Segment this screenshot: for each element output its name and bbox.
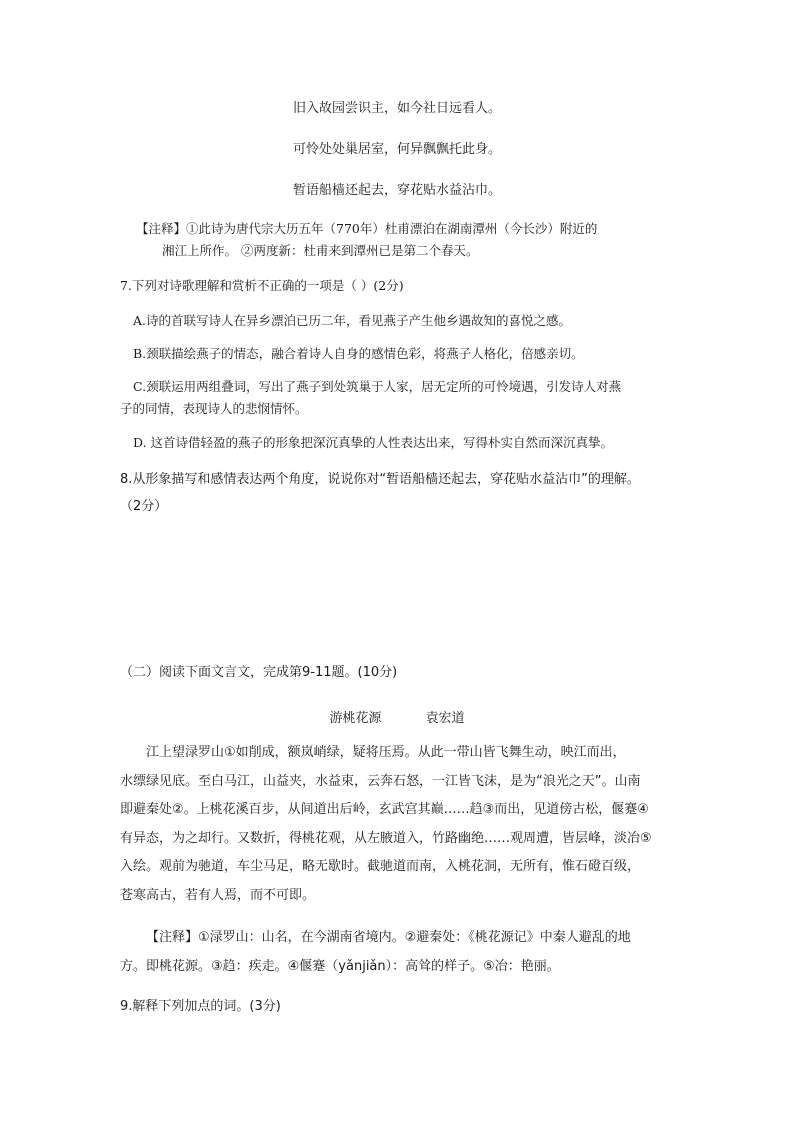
question-7-option-b: B.颈联描绘燕子的情态，融合着诗人自身的感情色彩，将燕子人格化，倍感亲切。 (133, 346, 584, 361)
passage-line-5: 入绘。观前为驰道，车尘马足，略无歇时。截驰道而南，入桃花洞，无所有，惟石磴百级， (120, 859, 641, 874)
question-9-stem: 9.解释下列加点的词。(3分) (120, 999, 281, 1014)
poem-line-1: 旧入故园尝识主，如今社日远看人。 (292, 101, 501, 116)
passage-line-4: 有异态，为之却行。又数折，得桃花观，从左腋道入，竹路幽绝……观周遭，皆层峰，淡冶⑤ (120, 831, 652, 846)
question-7-stem: 7.下列对诗歌理解和赏析不正确的一项是（ ）(2分) (120, 278, 404, 293)
question-8-line-1: 8.从形象描写和感情表达两个角度，说说你对“暂语船樯还起去，穿花贴水益沾巾”的理解。 (120, 472, 640, 487)
annotation-2-line-1: 【注释】①渌罗山：山名，在今湖南省境内。②避秦处：《桃花源记》中秦人避乱的地 (146, 930, 631, 945)
question-7-option-d: D. 这首诗借轻盈的燕子的形象把深沉真挚的人性表达出来，写得朴实自然而深沉真挚。 (133, 435, 614, 450)
poem-line-3: 暂语船樯还起去，穿花贴水益沾巾。 (292, 183, 501, 198)
question-8-line-2: （2分） (120, 499, 168, 514)
question-7-option-c-line-2: 子的同情，表现诗人的悲悯情怀。 (120, 401, 308, 416)
section-2-heading: （二）阅读下面文言文，完成第9-11题。(10分) (120, 665, 398, 680)
question-7-option-a: A.诗的首联写诗人在异乡漂泊已历二年，看见燕子产生他乡遇故知的喜悦之感。 (133, 313, 572, 328)
question-7-option-c-line-1: C.颈联运用两组叠词，写出了燕子到处筑巢于人家，居无定所的可怜境遇，引发诗人对燕 (133, 379, 622, 394)
annotation-2-line-2: 方。即桃花源。③趋：疾走。④偃蹇（yǎnjiǎn）：高耸的样子。⑤冶：艳丽。 (120, 959, 560, 974)
annotation-1-line-2: 湘江上所作。 ②两度新：杜甫来到潭州已是第二个春天。 (162, 243, 479, 258)
passage-author: 袁宏道 (425, 711, 465, 726)
passage-title: 游桃花源 (329, 711, 382, 726)
passage-line-2: 水缥绿见底。至白马江，山益夹，水益束，云奔石怒，一江皆飞沫，是为“浪光之天”。山南 (120, 774, 641, 789)
poem-line-2: 可怜处处巢居室，何异飘飘托此身。 (292, 142, 501, 157)
passage-line-1: 江上望渌罗山①如削成，额岚峭绿，疑将压焉。从此一带山皆飞舞生动，映江而出， (146, 745, 626, 760)
passage-line-3: 即避秦处②。上桃花溪百步，从间道出后岭，玄武宫其巅……趋③而出，见道傍古松，偃蹇④ (120, 802, 649, 817)
annotation-1-line-1: 【注释】①此诗为唐代宗大历五年（770年）杜甫漂泊在湖南潭州（今长沙）附近的 (136, 221, 598, 236)
passage-line-6: 苍寒高古，若有人焉，而不可即。 (120, 888, 316, 903)
passage-title-row (0, 707, 794, 726)
